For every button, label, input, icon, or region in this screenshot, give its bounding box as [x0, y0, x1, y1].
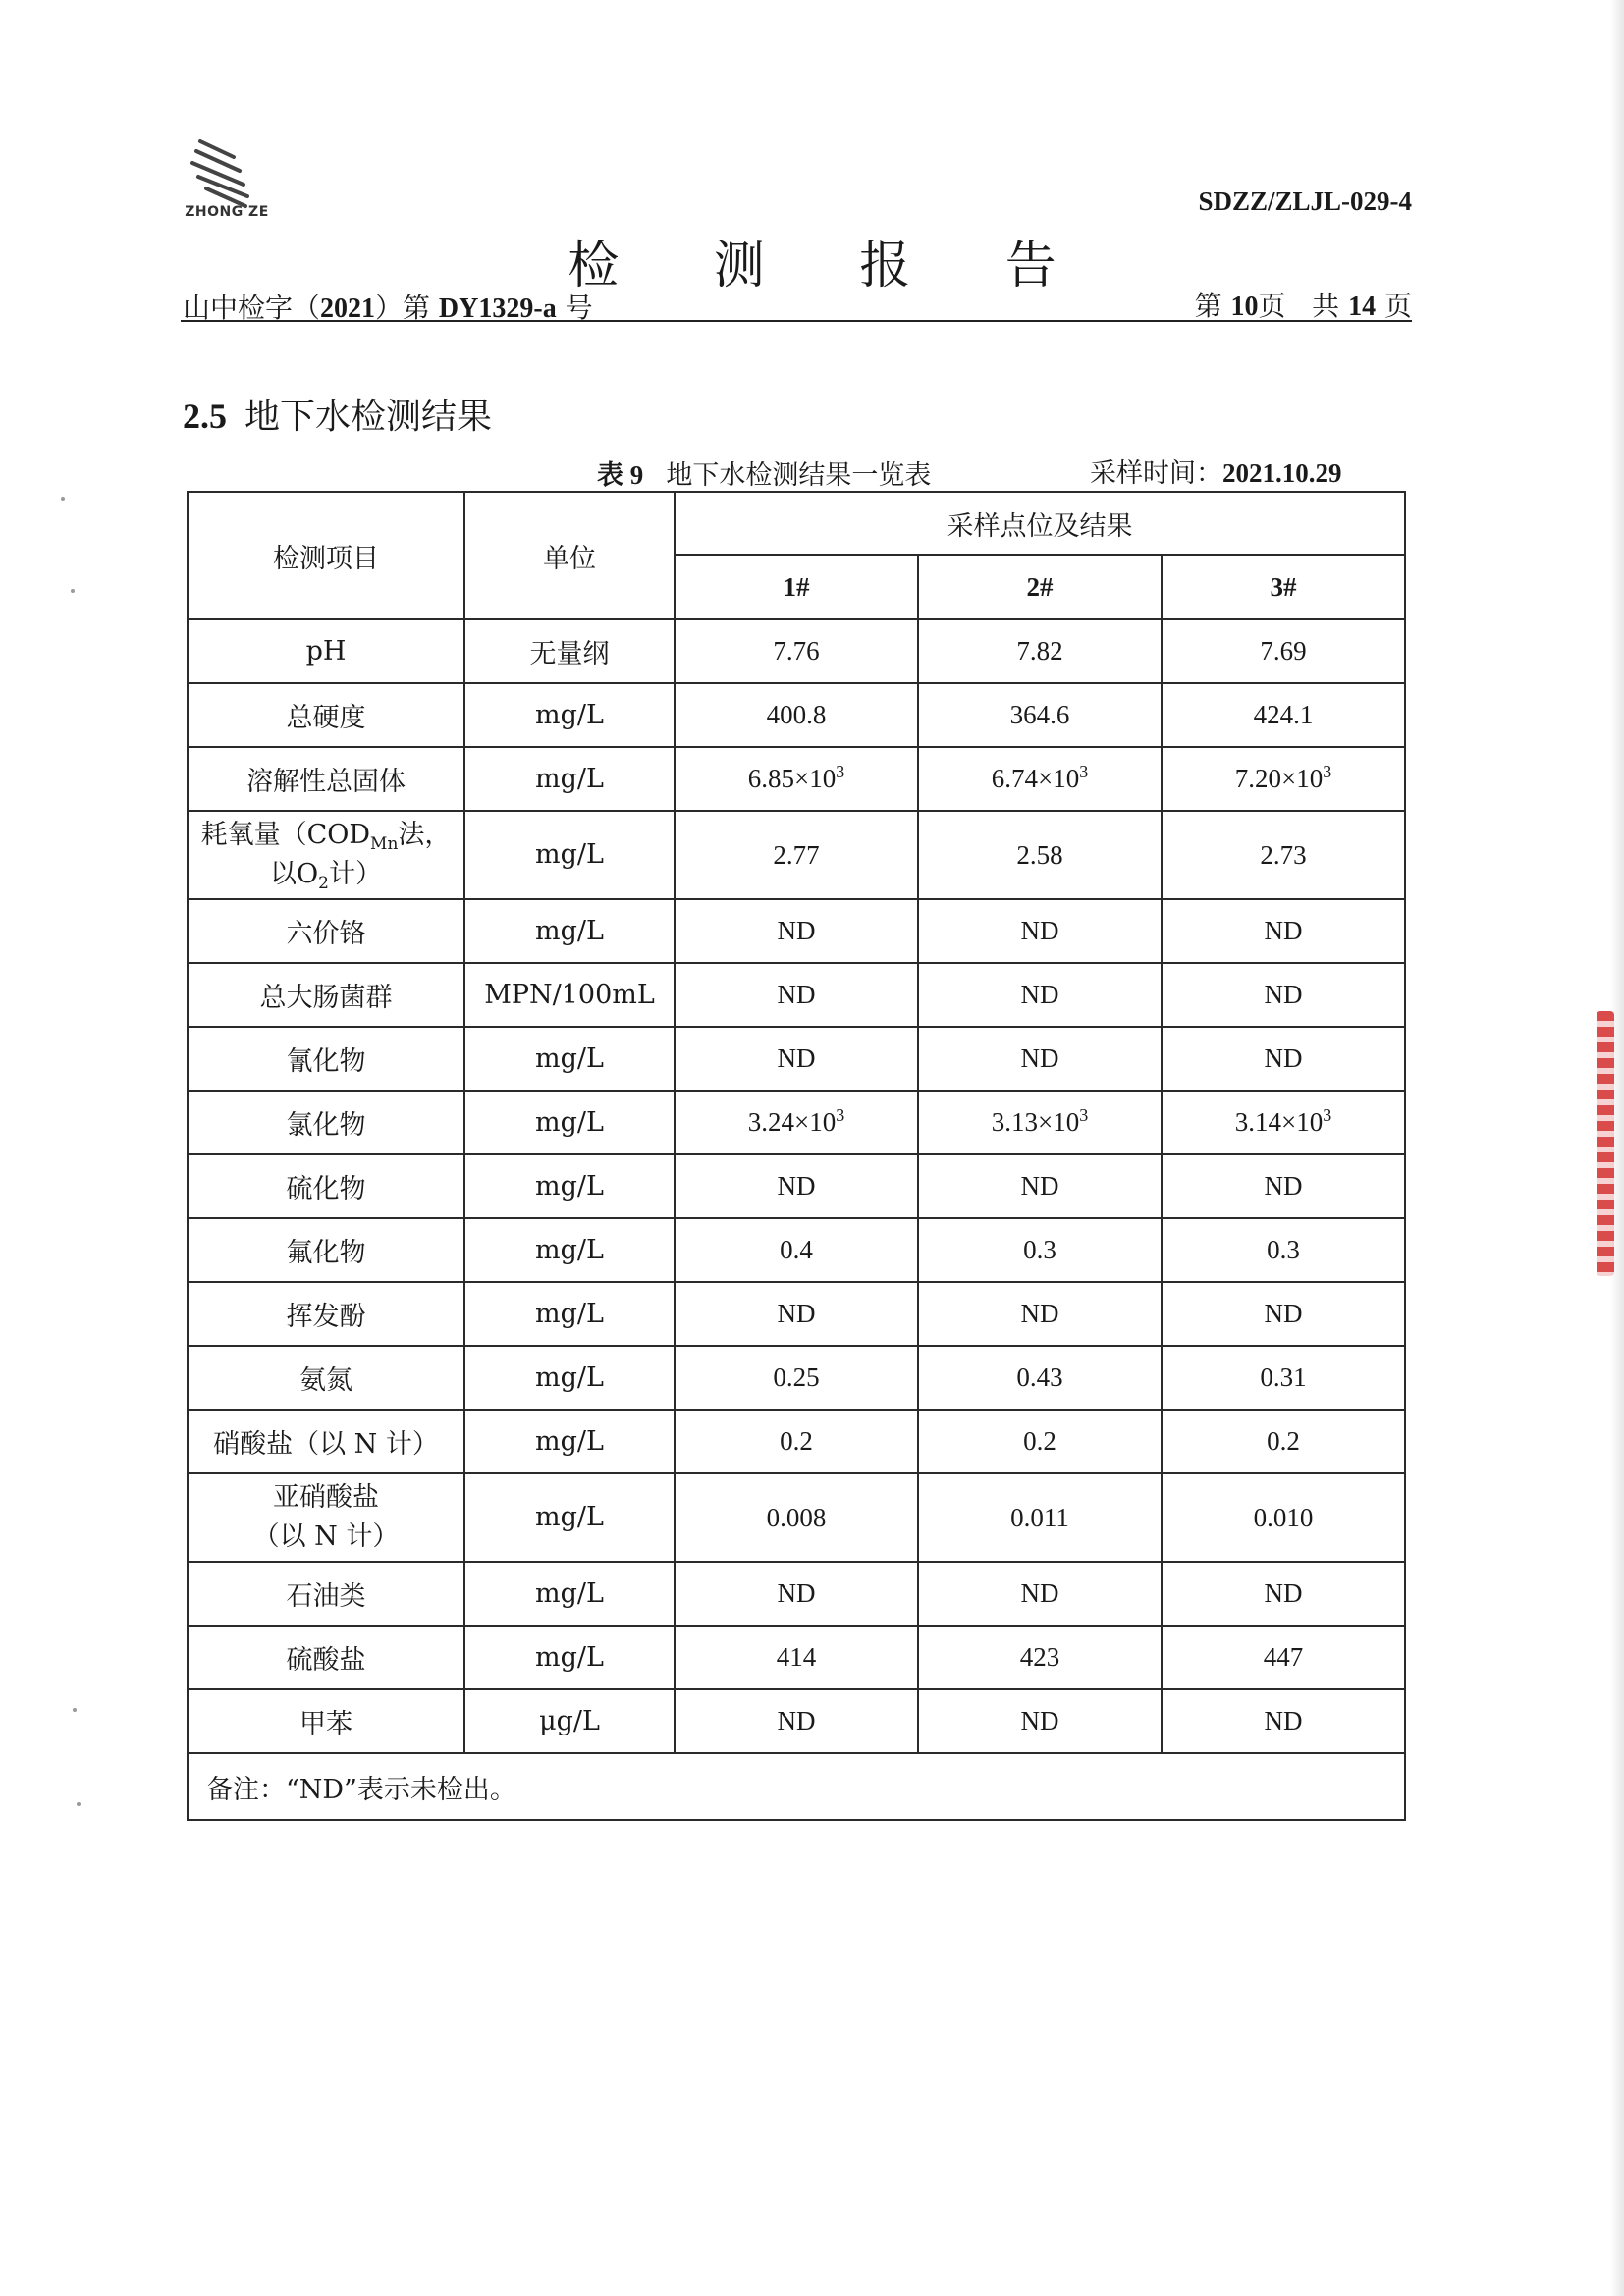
value-exponent: 3 [836, 762, 845, 781]
cell-value-3: 7.69 [1162, 619, 1405, 683]
cell-item: 总大肠菌群 [188, 963, 464, 1027]
cell-value-3: 447 [1162, 1626, 1405, 1689]
cell-value-1: 414 [675, 1626, 918, 1689]
table-label: 表 9 [597, 460, 644, 490]
cell-value-2: 7.82 [918, 619, 1162, 683]
item-text: 计） [328, 859, 382, 889]
cell-unit: mg/L [464, 1282, 675, 1346]
cell-item: 挥发酚 [188, 1282, 464, 1346]
cell-item: 硝酸盐（以 N 计） [188, 1410, 464, 1473]
cell-value-1: ND [675, 899, 918, 963]
table-row [188, 899, 1405, 963]
table-title: 地下水检测结果一览表 [666, 460, 932, 491]
item-text: 以O [270, 859, 319, 889]
cell-value-3: 0.010 [1162, 1473, 1405, 1562]
cell-value-2: 364.6 [918, 683, 1162, 747]
cell-item: 氨氮 [188, 1346, 464, 1410]
table-row [188, 747, 1405, 811]
table-row [188, 963, 1405, 1027]
value-base: 6.74×10 [991, 764, 1080, 793]
cell-unit: mg/L [464, 1027, 675, 1091]
document-title: 检 测 报 告 [568, 237, 1096, 295]
cell-value-1: 0.4 [675, 1218, 918, 1282]
value-base: 7.20×10 [1234, 764, 1324, 793]
cell-value-1: 2.77 [675, 811, 918, 899]
value-exponent: 3 [1079, 1105, 1089, 1125]
value-base: 3.14×10 [1234, 1107, 1324, 1137]
value-base: 3.24×10 [747, 1107, 837, 1137]
cell-value-1: 0.008 [675, 1473, 918, 1562]
cell-value-2: ND [918, 1562, 1162, 1626]
table-row [188, 1282, 1405, 1346]
cell-unit: mg/L [464, 1218, 675, 1282]
table-row [188, 1562, 1405, 1626]
page-counter-pre: 第 [1194, 290, 1231, 322]
section-heading [183, 389, 492, 439]
table-row [188, 1027, 1405, 1091]
item-text: 耗氧量（COD [200, 820, 371, 850]
value-exponent: 3 [1079, 762, 1089, 781]
cell-value-3: ND [1162, 1027, 1405, 1091]
sample-time-value: 2021.10.29 [1222, 458, 1342, 488]
scan-speck [61, 497, 65, 501]
cell-value-1: 0.2 [675, 1410, 918, 1473]
cell-value-2: ND [918, 1689, 1162, 1753]
table-header-row [188, 492, 1405, 555]
cell-unit: mg/L [464, 1473, 675, 1562]
cell-value-2: 0.3 [918, 1218, 1162, 1282]
value-base: 3.13×10 [991, 1107, 1080, 1137]
table-row [188, 619, 1405, 683]
cell-item: 硫化物 [188, 1154, 464, 1218]
cell-item: pH [188, 619, 464, 683]
header-divider [181, 320, 1412, 322]
report-number-prefix: 山中检字（ [183, 292, 321, 324]
cell-item [188, 811, 464, 899]
cell-value-2: 0.2 [918, 1410, 1162, 1473]
document-code: SDZZ/ZLJL-029-4 [1198, 187, 1412, 216]
cell-unit: mg/L [464, 1562, 675, 1626]
cell-value-3: ND [1162, 1154, 1405, 1218]
cell-value-2: ND [918, 1027, 1162, 1091]
table-row [188, 1218, 1405, 1282]
table-note: 备注：“ND”表示未检出。 [188, 1753, 1405, 1820]
sample-time [1090, 452, 1342, 490]
cell-value-2: 423 [918, 1626, 1162, 1689]
cell-value-2: 2.58 [918, 811, 1162, 899]
cell-value-3: 424.1 [1162, 683, 1405, 747]
table-row [188, 1410, 1405, 1473]
cell-value-1: ND [675, 1282, 918, 1346]
cell-unit: mg/L [464, 683, 675, 747]
cell-item [188, 1473, 464, 1562]
table-row [188, 683, 1405, 747]
page-counter-mid: 页 共 [1258, 290, 1349, 322]
cell-value-1: ND [675, 1154, 918, 1218]
header-item: 检测项目 [188, 492, 464, 619]
table-row [188, 1091, 1405, 1154]
cell-value-2: 0.43 [918, 1346, 1162, 1410]
section-title: 地下水检测结果 [244, 397, 493, 437]
table-row [188, 1346, 1405, 1410]
cell-unit: MPN/100mL [464, 963, 675, 1027]
cell-item: 氰化物 [188, 1027, 464, 1091]
cell-value-1: ND [675, 963, 918, 1027]
cell-value-3: ND [1162, 899, 1405, 963]
cell-value-3: ND [1162, 1562, 1405, 1626]
cell-value-1: ND [675, 1689, 918, 1753]
value-exponent: 3 [836, 1105, 845, 1125]
table-row [188, 1473, 1405, 1562]
cell-item: 氟化物 [188, 1218, 464, 1282]
cell-value-2: ND [918, 963, 1162, 1027]
results-table [187, 491, 1406, 1821]
cell-value-3: ND [1162, 963, 1405, 1027]
header-point-1: 1# [675, 555, 918, 619]
page-total: 14 [1348, 292, 1377, 322]
page-counter-post: 页 [1376, 290, 1412, 322]
cell-value-2: ND [918, 1154, 1162, 1218]
scan-speck [71, 589, 75, 593]
cell-value-2: 0.011 [918, 1473, 1162, 1562]
cell-value-1: 0.25 [675, 1346, 918, 1410]
cell-unit: μg/L [464, 1689, 675, 1753]
cell-value-1 [675, 747, 918, 811]
item-subscript: 2 [318, 874, 329, 893]
cell-item: 六价铬 [188, 899, 464, 963]
sample-time-label: 采样时间： [1090, 458, 1222, 489]
item-text: （以 N 计） [252, 1522, 400, 1552]
cell-value-3: 0.31 [1162, 1346, 1405, 1410]
section-number: 2.5 [183, 397, 227, 436]
cell-value-2: ND [918, 899, 1162, 963]
cell-value-2 [918, 1091, 1162, 1154]
table-row [188, 1626, 1405, 1689]
logo-text: ZHONG ZE [185, 204, 269, 220]
value-base: 6.85×10 [747, 764, 837, 793]
scan-speck [77, 1802, 81, 1806]
cell-value-2: ND [918, 1282, 1162, 1346]
cell-value-3: 2.73 [1162, 811, 1405, 899]
header-point-2: 2# [918, 555, 1162, 619]
table-row [188, 811, 1405, 899]
cell-value-3: ND [1162, 1282, 1405, 1346]
cell-item: 硫酸盐 [188, 1626, 464, 1689]
header-unit: 单位 [464, 492, 675, 619]
cell-unit: mg/L [464, 811, 675, 899]
cell-value-1 [675, 1091, 918, 1154]
cell-unit: mg/L [464, 1346, 675, 1410]
cell-unit: 无量纲 [464, 619, 675, 683]
cell-item: 石油类 [188, 1562, 464, 1626]
table-row [188, 1689, 1405, 1753]
cell-item: 甲苯 [188, 1689, 464, 1753]
cell-value-1: 400.8 [675, 683, 918, 747]
value-exponent: 3 [1323, 1105, 1332, 1125]
cell-value-3 [1162, 1091, 1405, 1154]
item-subscript: Mn [370, 834, 399, 854]
cell-unit: mg/L [464, 1154, 675, 1218]
report-number-year: 2021 [320, 294, 376, 324]
cell-value-2 [918, 747, 1162, 811]
cell-unit: mg/L [464, 1626, 675, 1689]
cell-unit: mg/L [464, 1410, 675, 1473]
table-row [188, 1154, 1405, 1218]
cell-item: 溶解性总固体 [188, 747, 464, 811]
cell-unit: mg/L [464, 747, 675, 811]
table-note-row [188, 1753, 1405, 1820]
page-current: 10 [1230, 292, 1259, 322]
cell-value-1: 7.76 [675, 619, 918, 683]
item-text: 亚硝酸盐 [273, 1482, 379, 1513]
cell-value-3: 0.3 [1162, 1218, 1405, 1282]
cell-value-3: 0.2 [1162, 1410, 1405, 1473]
seal-stamp-edge [1597, 1011, 1614, 1276]
cell-unit: mg/L [464, 899, 675, 963]
cell-item: 总硬度 [188, 683, 464, 747]
header-point-3: 3# [1162, 555, 1405, 619]
report-number-mid: ）第 [375, 292, 439, 324]
cell-item: 氯化物 [188, 1091, 464, 1154]
report-number-suffix: 号 [556, 292, 593, 324]
cell-unit: mg/L [464, 1091, 675, 1154]
table-caption [597, 454, 931, 492]
cell-value-3: ND [1162, 1689, 1405, 1753]
value-exponent: 3 [1323, 762, 1332, 781]
page-counter [1195, 285, 1412, 324]
report-number-code: DY1329-a [438, 294, 557, 324]
header-sampling-group: 采样点位及结果 [675, 492, 1405, 555]
item-text: 法， [398, 820, 452, 850]
scan-speck [73, 1708, 77, 1712]
cell-value-1: ND [675, 1027, 918, 1091]
cell-value-1: ND [675, 1562, 918, 1626]
cell-value-3 [1162, 747, 1405, 811]
